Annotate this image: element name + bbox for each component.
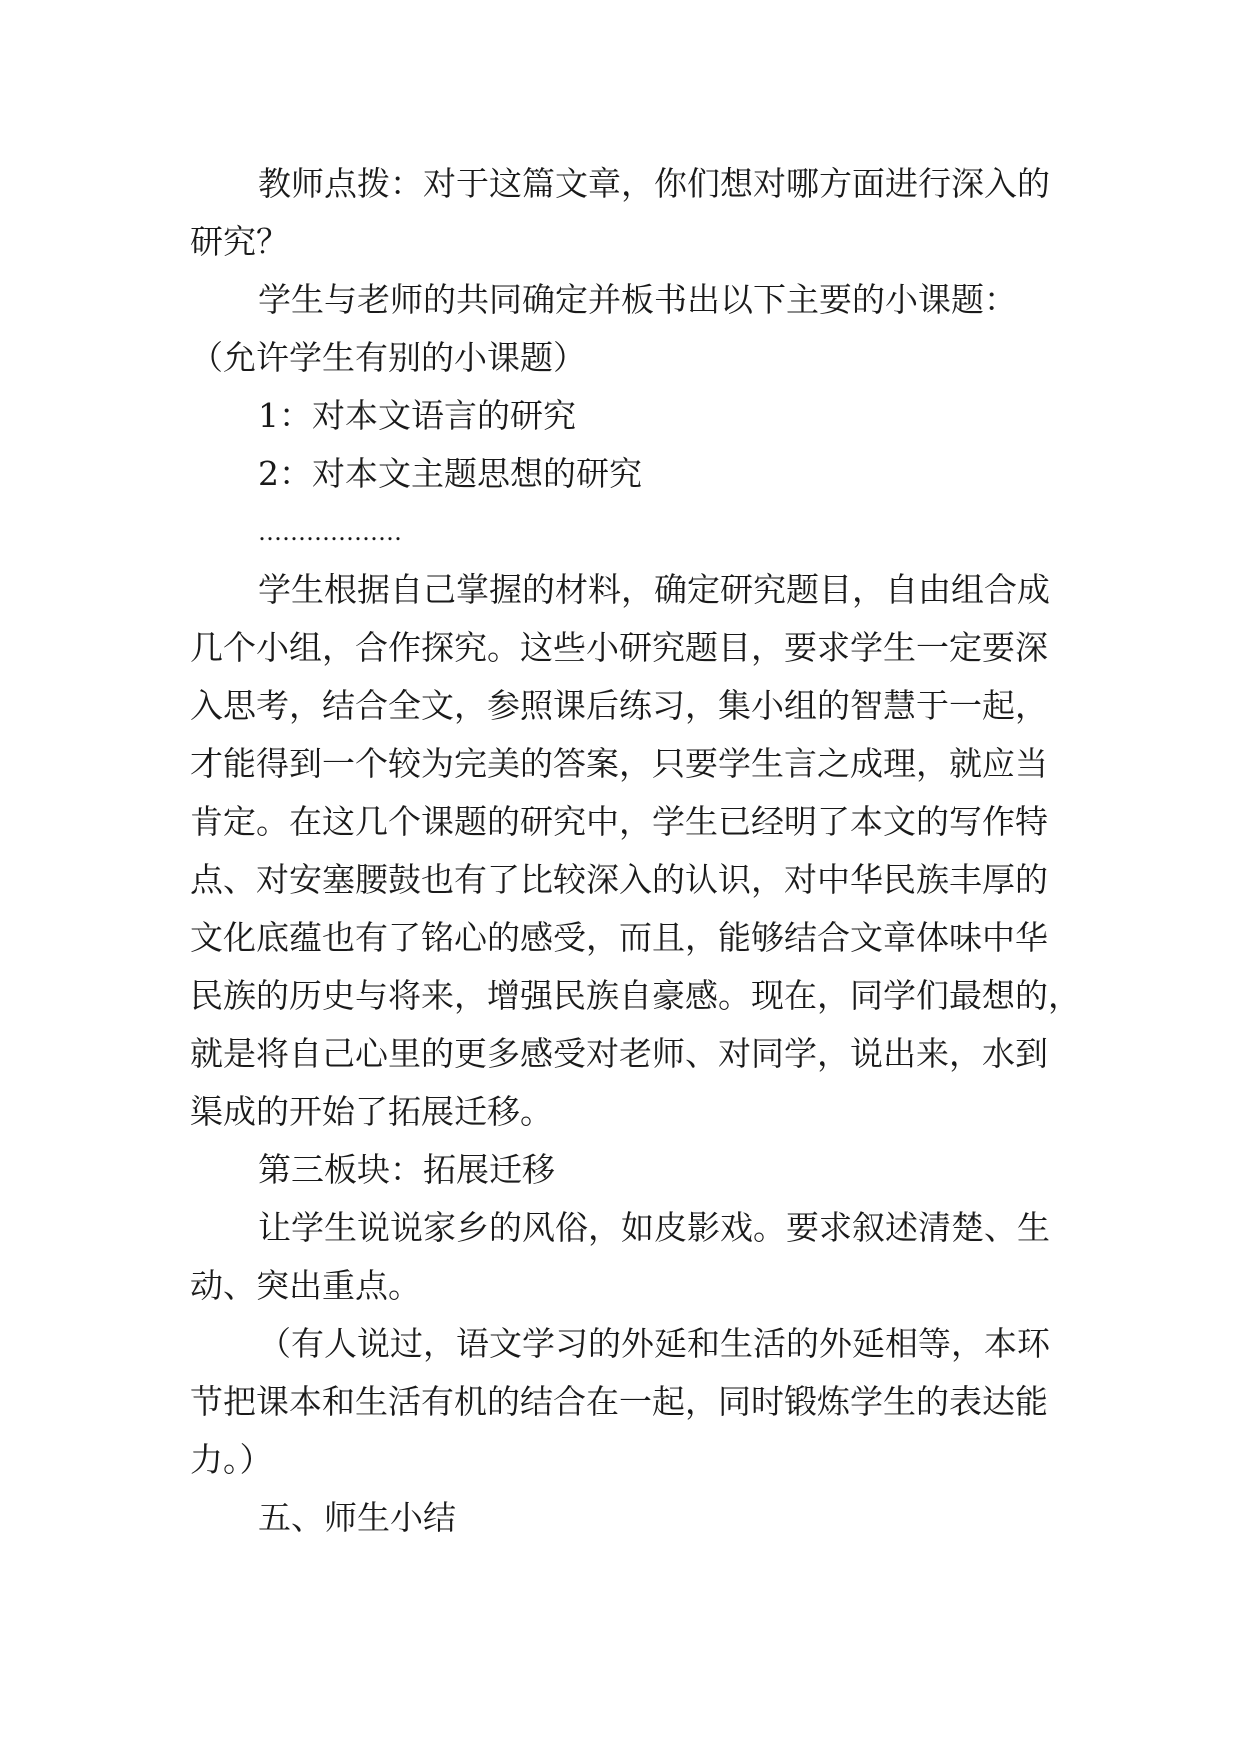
text-line: 点、对安塞腰鼓也有了比较深入的认识，对中华民族丰厚的 bbox=[190, 860, 1048, 899]
text-line: 肯定。在这几个课题的研究中，学生已经明了本文的写作特 bbox=[190, 802, 1048, 841]
text-line: 教师点拨：对于这篇文章，你们想对哪方面进行深入的 bbox=[258, 164, 1050, 203]
text-line: 入思考，结合全文，参照课后练习，集小组的智慧于一起， bbox=[190, 686, 1048, 725]
list-item: 2：对本文主题思想的研究 bbox=[258, 454, 642, 493]
text-line: 就是将自己心里的更多感受对老师、对同学，说出来，水到 bbox=[190, 1034, 1048, 1073]
section-heading: 五、师生小结 bbox=[258, 1498, 456, 1537]
text-line: 文化底蕴也有了铭心的感受，而且，能够结合文章体味中华 bbox=[190, 918, 1048, 957]
text-line: 民族的历史与将来，增强民族自豪感。现在，同学们最想的， bbox=[190, 976, 1081, 1015]
text-line: 力。） bbox=[190, 1440, 273, 1479]
text-line: 渠成的开始了拓展迁移。 bbox=[190, 1092, 553, 1131]
text-line: 让学生说说家乡的风俗，如皮影戏。要求叙述清楚、生 bbox=[258, 1208, 1050, 1247]
text-line: 学生与老师的共同确定并板书出以下主要的小课题： bbox=[258, 280, 1017, 319]
section-heading: 第三板块：拓展迁移 bbox=[258, 1150, 555, 1189]
ellipsis-line: ……………… bbox=[258, 518, 402, 546]
list-item: 1：对本文语言的研究 bbox=[258, 396, 576, 435]
text-line: 研究？ bbox=[190, 222, 289, 261]
text-line: 节把课本和生活有机的结合在一起，同时锻炼学生的表达能 bbox=[190, 1382, 1048, 1421]
text-line: （允许学生有别的小课题） bbox=[190, 338, 586, 377]
text-line: 学生根据自己掌握的材料，确定研究题目，自由组合成 bbox=[258, 570, 1050, 609]
text-line: 才能得到一个较为完美的答案，只要学生言之成理，就应当 bbox=[190, 744, 1048, 783]
text-line: 几个小组，合作探究。这些小研究题目，要求学生一定要深 bbox=[190, 628, 1048, 667]
text-line: （有人说过，语文学习的外延和生活的外延相等，本环 bbox=[258, 1324, 1050, 1363]
text-line: 动、突出重点。 bbox=[190, 1266, 421, 1305]
